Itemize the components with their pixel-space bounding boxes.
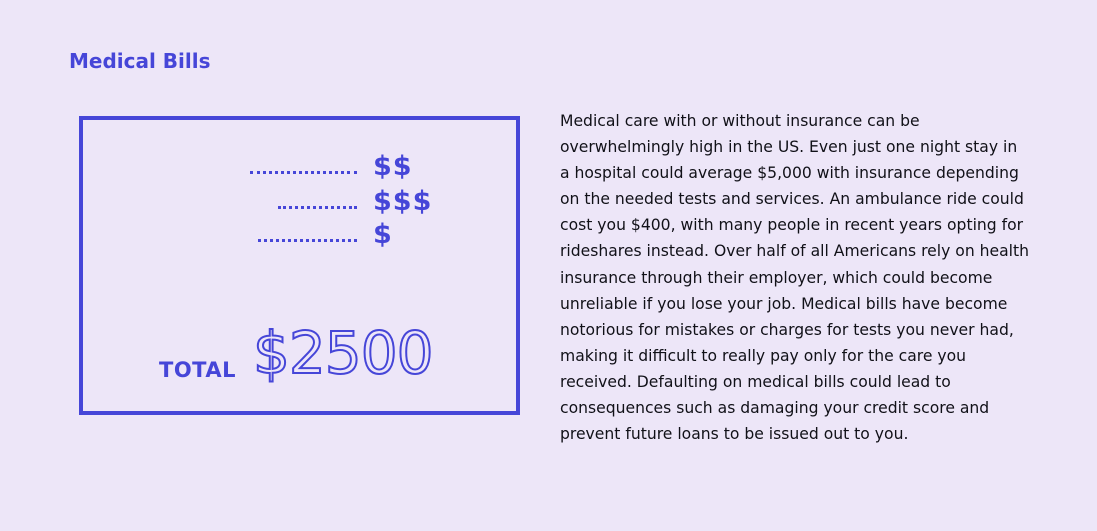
bill-line-item	[83, 187, 516, 217]
dotted-leader	[258, 239, 357, 242]
total-label: TOTAL	[159, 358, 237, 382]
description-paragraph: Medical care with or without insurance can be overwhelmingly high in the US. Even just one night stay in a hospital could average $5,000 with insurance depending on the needed tests and services. An ambulance ride could cost you $400, with many people in recent years opting for rideshares instead. Over half of all Americans rely on health insurance through their employer, which could become unreliable if you lose your job. Medical bills have become notorious for mistakes or charges for tests you never had, making it difficult to really pay only for the care you received. Defaulting on medical bills could lead to consequences such as damaging your credit score and prevent future loans to be issued out to you.	[560, 112, 1030, 444]
line-item-amount: $	[373, 219, 393, 250]
page-title: Medical Bills	[69, 49, 211, 73]
bill-line-item	[83, 220, 516, 250]
bill-illustration	[79, 116, 520, 415]
dotted-leader	[278, 206, 357, 209]
line-item-amount: $$$	[373, 186, 433, 217]
bill-line-item	[83, 152, 516, 182]
line-item-amount: $$	[373, 151, 413, 182]
dotted-leader	[250, 171, 357, 174]
total-value: $2500	[253, 319, 433, 387]
